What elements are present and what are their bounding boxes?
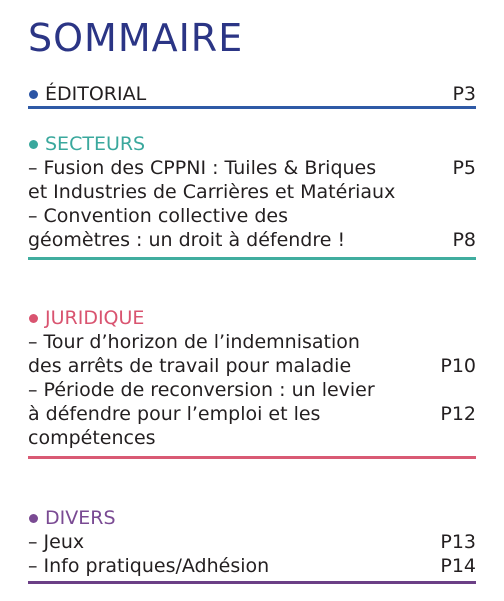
toc-entry-line[interactable] (28, 554, 476, 578)
entry-text: – Info pratiques/Adhésion (28, 555, 270, 577)
toc-entry-line[interactable] (28, 426, 476, 450)
editorial-entry[interactable] (28, 82, 476, 106)
toc-entry-line[interactable] (28, 228, 476, 252)
section-divider (28, 456, 476, 459)
entry-text: et Industries de Carrières et Matériaux (28, 181, 396, 203)
entry-text: des arrêts de travail pour maladie (28, 355, 352, 377)
section-divider (28, 257, 476, 260)
page-number: P3 (452, 83, 476, 105)
entry-text: géomètres : un droit à défendre ! (28, 229, 346, 251)
toc-entry-line[interactable] (28, 330, 476, 354)
section-header (28, 132, 476, 156)
page-number: P14 (440, 555, 476, 577)
entry-text: – Jeux (28, 531, 85, 553)
section-heading: DIVERS (45, 507, 116, 529)
entry-text: – Période de reconversion : un levier (28, 379, 375, 401)
section-juridique (28, 306, 476, 450)
toc-entry-line[interactable] (28, 378, 476, 402)
section-header (28, 306, 476, 330)
entry-text: – Convention collective des (28, 205, 288, 227)
toc-entry-line[interactable] (28, 530, 476, 554)
section-heading: JURIDIQUE (45, 307, 145, 329)
section-header (28, 506, 476, 530)
section-secteurs (28, 132, 476, 252)
page-number: P5 (452, 157, 476, 179)
section-divider (28, 106, 476, 109)
toc-entry-line[interactable] (28, 156, 476, 180)
bullet-dot-icon (29, 140, 38, 149)
page-number: P8 (452, 229, 476, 251)
bullet-dot-icon (29, 514, 38, 523)
section-heading: ÉDITORIAL (45, 83, 147, 105)
bullet-dot-icon (29, 314, 38, 323)
toc-entry-line[interactable] (28, 354, 476, 378)
page-number: P13 (440, 531, 476, 553)
page-number: P10 (440, 355, 476, 377)
entry-text: – Fusion des CPPNI : Tuiles & Briques (28, 157, 377, 179)
section-divider (28, 581, 476, 584)
bullet-dot-icon (29, 90, 38, 99)
toc-entry-line[interactable] (28, 402, 476, 426)
section-editorial (28, 82, 476, 106)
toc-entry-line[interactable] (28, 180, 476, 204)
entry-text: compétences (28, 427, 156, 449)
toc-entry-line[interactable] (28, 204, 476, 228)
page-title: SOMMAIRE (28, 16, 244, 60)
entry-text: – Tour d’horizon de l’indemnisation (28, 331, 360, 353)
section-heading: SECTEURS (45, 133, 146, 155)
entry-text: à défendre pour l’emploi et les (28, 403, 321, 425)
page-number: P12 (440, 403, 476, 425)
section-divers (28, 506, 476, 578)
